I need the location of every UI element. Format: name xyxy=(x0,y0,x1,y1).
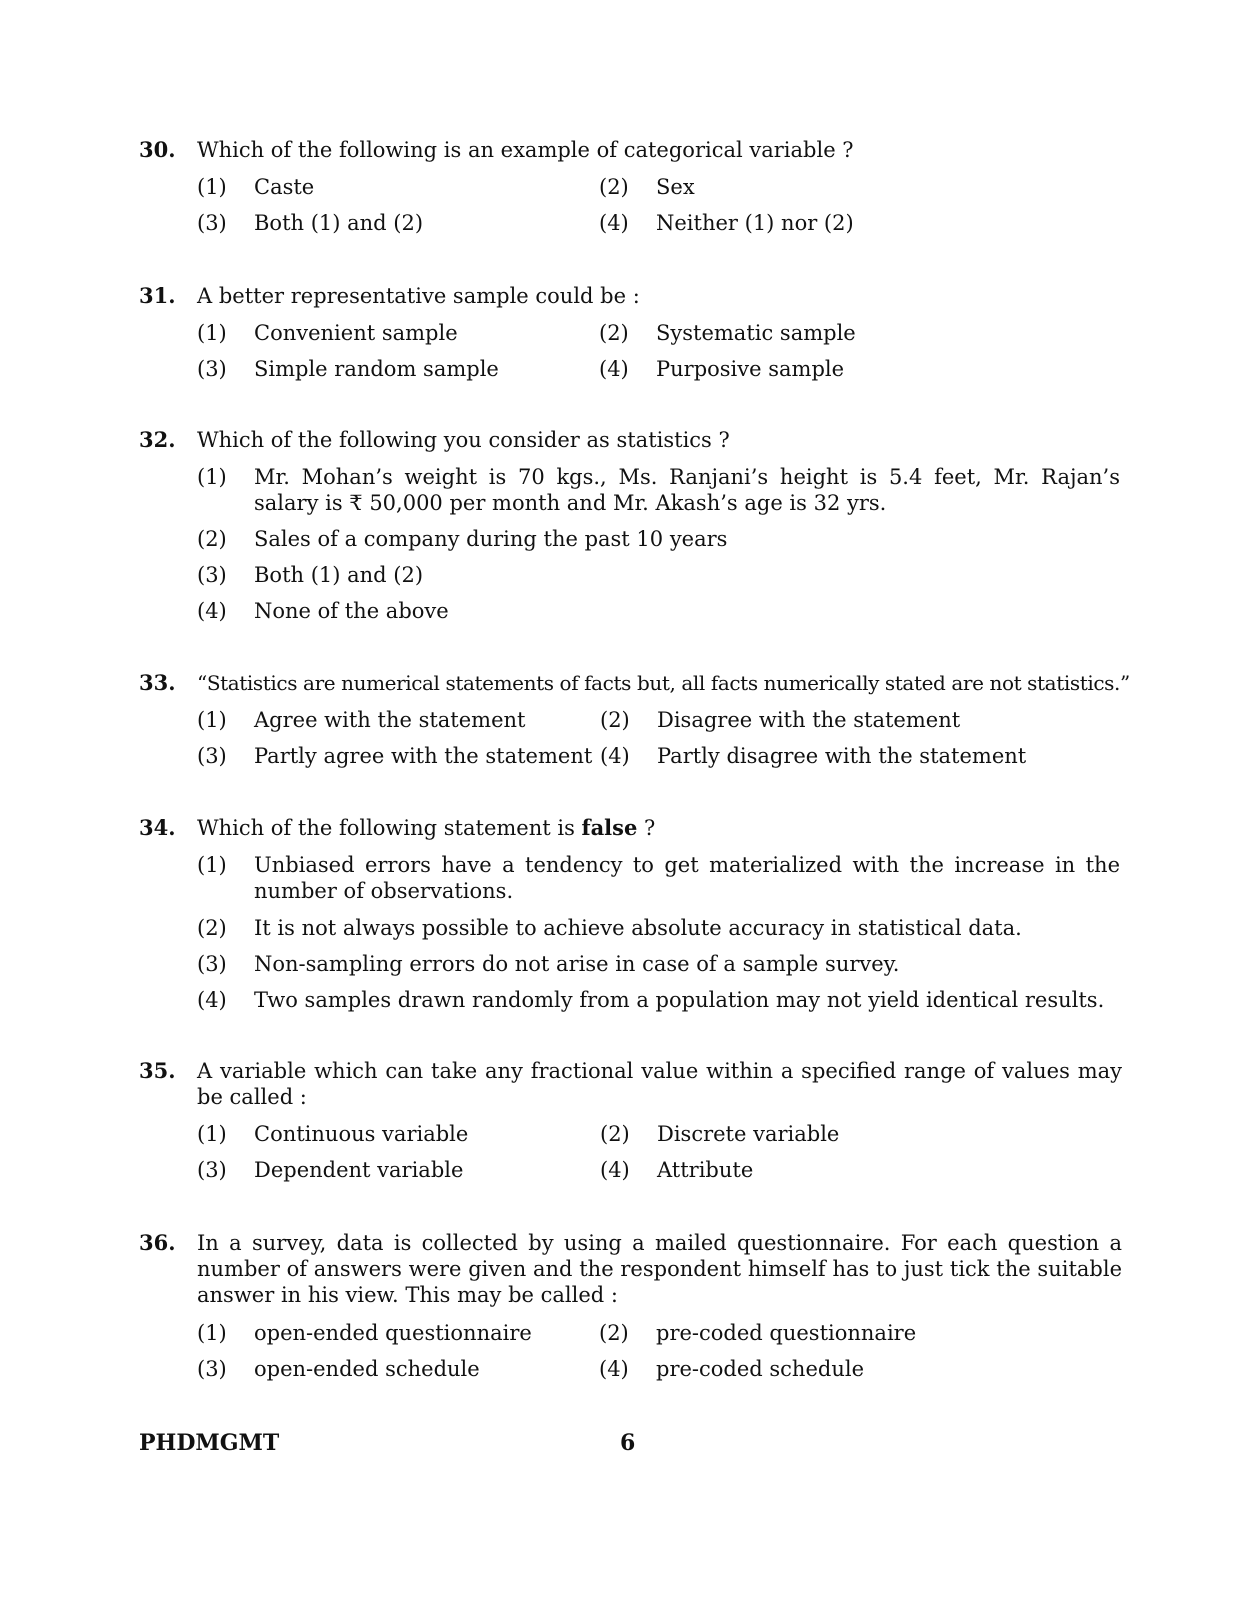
option-number: (4) xyxy=(197,988,227,1012)
option-number: (4) xyxy=(599,357,629,381)
question-text-emphasis: false xyxy=(581,815,638,840)
option-text: Both (1) and (2) xyxy=(254,563,424,587)
option-text: Agree with the statement xyxy=(254,708,526,732)
question-number: 30. xyxy=(139,137,176,162)
option-text: pre-coded schedule xyxy=(656,1357,865,1381)
option-text: Two samples drawn randomly from a population may not yield identical results. xyxy=(254,988,1105,1012)
option-text: Partly disagree with the statement xyxy=(657,744,1027,768)
option-number: (4) xyxy=(600,1158,630,1182)
option-number: (2) xyxy=(599,1321,629,1345)
option-text: Disagree with the statement xyxy=(657,708,961,732)
option-number: (3) xyxy=(197,211,227,235)
option-number: (3) xyxy=(197,357,227,381)
option-text: Partly agree with the statement xyxy=(254,744,593,768)
option-number: (2) xyxy=(197,916,227,940)
question-number: 33. xyxy=(139,670,176,695)
option-text: Caste xyxy=(254,175,315,199)
option-number: (3) xyxy=(197,1158,227,1182)
question-text: A variable which can take any fractional value within a specified range of values may be called : xyxy=(197,1059,1122,1109)
option-text: Dependent variable xyxy=(254,1158,464,1182)
option-number: (3) xyxy=(197,952,227,976)
question-number: 31. xyxy=(139,283,176,308)
option-text: Continuous variable xyxy=(254,1122,469,1146)
option-number: (3) xyxy=(197,563,227,587)
option-number: (2) xyxy=(600,1122,630,1146)
option-number: (2) xyxy=(599,175,629,199)
option-text: open-ended schedule xyxy=(254,1357,480,1381)
option-text: Attribute xyxy=(657,1158,754,1182)
option-number: (4) xyxy=(600,744,630,768)
question-text: Which of the following is an example of categorical variable ? xyxy=(197,138,854,162)
option-text: Sales of a company during the past 10 years xyxy=(254,527,728,551)
option-number: (1) xyxy=(197,175,227,199)
question-text xyxy=(197,815,1122,841)
option-text: Neither (1) nor (2) xyxy=(656,211,854,235)
option-text: pre-coded questionnaire xyxy=(656,1321,917,1345)
option-text: Both (1) and (2) xyxy=(254,211,424,235)
option-number: (1) xyxy=(197,853,227,877)
footer-page-number: 6 xyxy=(620,1430,636,1456)
option-number: (2) xyxy=(197,527,227,551)
question-text-start: Which of the following statement is xyxy=(197,816,582,840)
option-number: (3) xyxy=(197,1357,227,1381)
option-text: It is not always possible to achieve absolute accuracy in statistical data. xyxy=(254,916,1022,940)
option-text: Systematic sample xyxy=(656,321,856,345)
question-number: 34. xyxy=(139,815,176,840)
question-text: A better representative sample could be : xyxy=(197,284,640,308)
question-number: 35. xyxy=(139,1058,176,1083)
option-number: (2) xyxy=(599,321,629,345)
option-text: Purposive sample xyxy=(656,357,845,381)
option-text: Convenient sample xyxy=(254,321,458,345)
option-number: (1) xyxy=(197,1321,227,1345)
option-text: Simple random sample xyxy=(254,357,499,381)
option-text: Non-sampling errors do not arise in case of a sample survey. xyxy=(254,952,900,976)
question-text-end: ? xyxy=(637,816,656,840)
question-number: 36. xyxy=(139,1230,176,1255)
option-number: (4) xyxy=(197,599,227,623)
option-text: Discrete variable xyxy=(657,1122,840,1146)
option-text: Unbiased errors have a tendency to get materialized with the increase in the number of observations. xyxy=(254,853,1120,903)
option-number: (4) xyxy=(599,211,629,235)
option-text: open-ended questionnaire xyxy=(254,1321,532,1345)
option-number: (1) xyxy=(197,708,227,732)
footer-paper-code: PHDMGMT xyxy=(139,1430,280,1456)
option-number: (3) xyxy=(197,744,227,768)
option-number: (1) xyxy=(197,465,227,489)
option-number: (2) xyxy=(600,708,630,732)
question-text: Which of the following you consider as statistics ? xyxy=(197,428,730,452)
option-text: None of the above xyxy=(254,599,449,623)
option-number: (4) xyxy=(599,1357,629,1381)
question-number: 32. xyxy=(139,427,176,452)
question-text: In a survey, data is collected by using a mailed questionnaire. For each question a number of answers were given and the respondent himself has to just tick the suitable answer in his view. This may be called : xyxy=(197,1231,1122,1307)
option-number: (1) xyxy=(197,1122,227,1146)
option-text: Mr. Mohan’s weight is 70 kgs., Ms. Ranjani’s height is 5.4 feet, Mr. Rajan’s salary is ₹ 50,000 per month and Mr. Akash’s age is 32 yrs. xyxy=(254,465,1120,515)
option-number: (1) xyxy=(197,321,227,345)
question-text: “Statistics are numerical statements of facts but, all facts numerically stated are not statistics.” xyxy=(197,671,1130,695)
option-text: Sex xyxy=(656,175,695,199)
